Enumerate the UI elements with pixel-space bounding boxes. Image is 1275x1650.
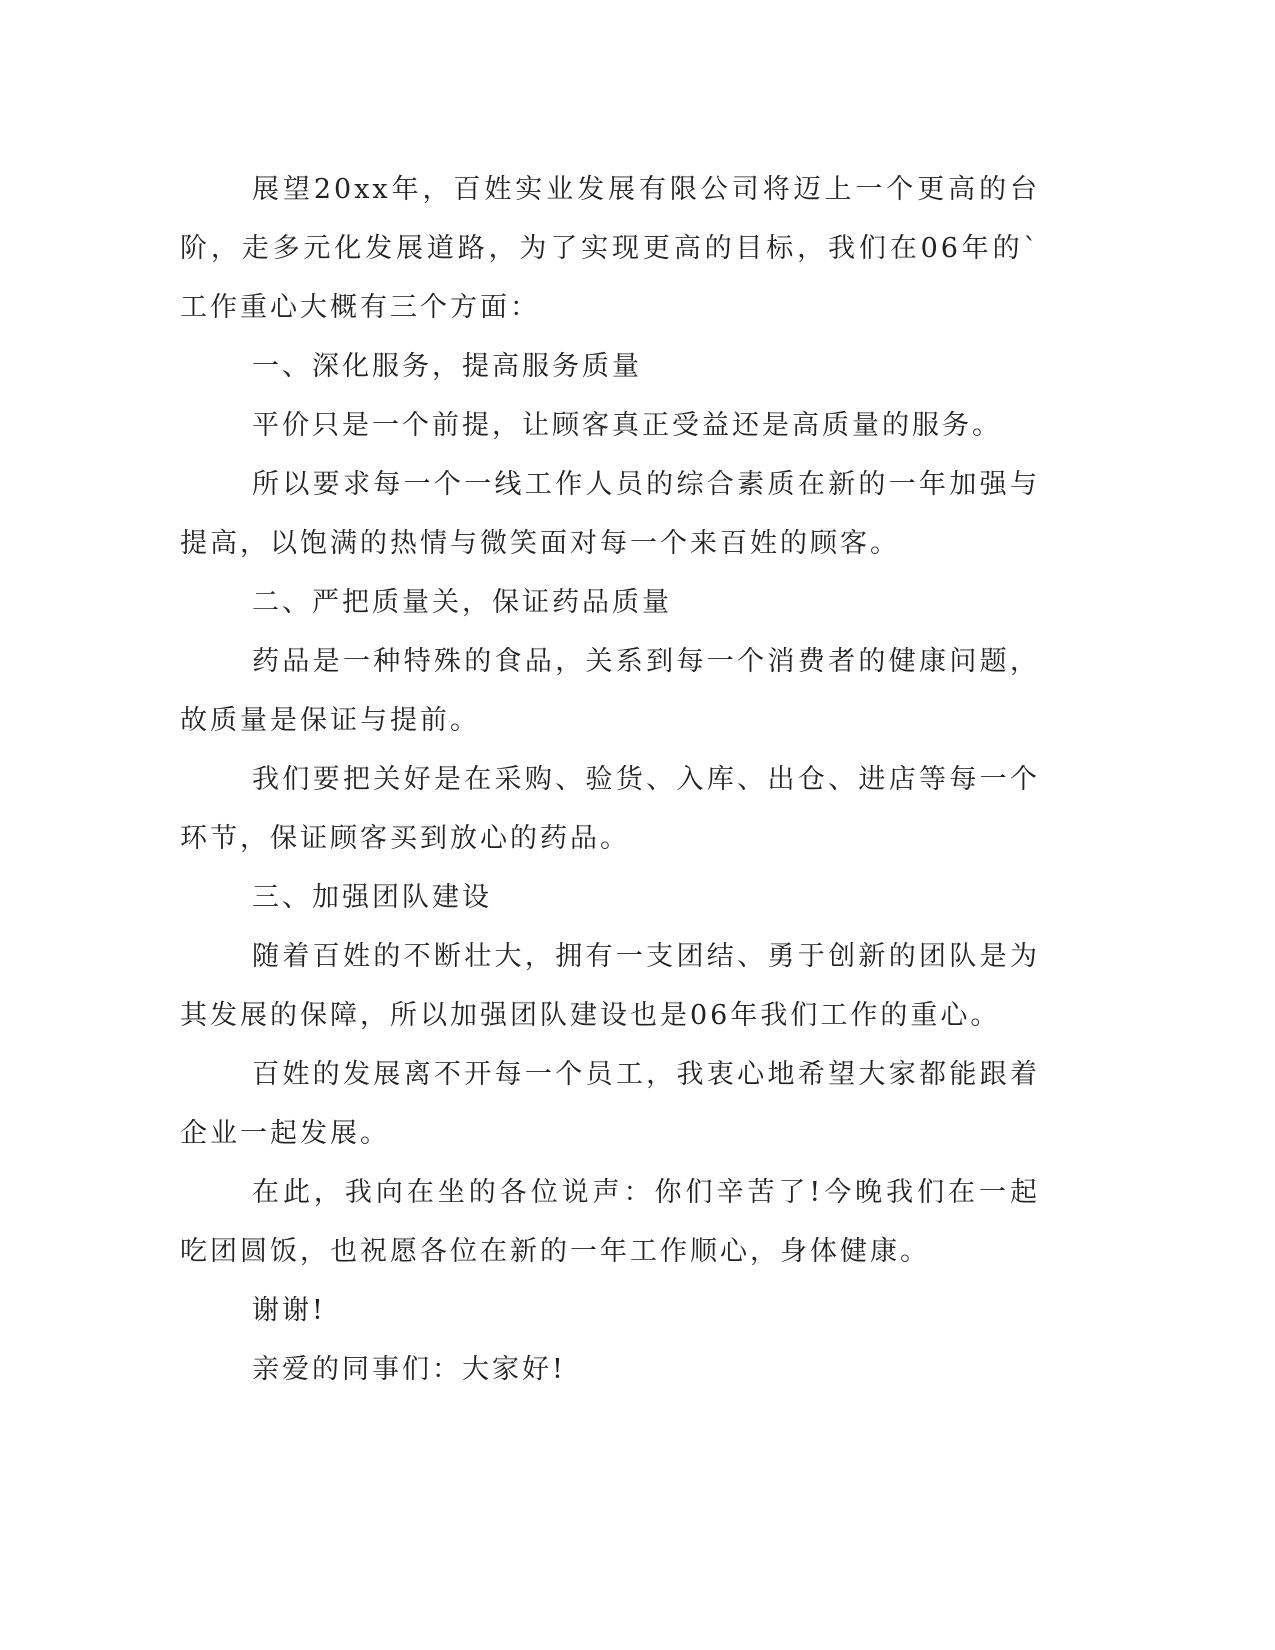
paragraph-salutation: 亲爱的同事们：大家好! xyxy=(252,1354,566,1385)
paragraph-staff-quality: 所以要求每一个一线工作人员的综合素质在新的一年加强与提高，以饱满的热情与微笑面对每一个来百姓的顾客。 xyxy=(180,469,1040,559)
paragraph-special-food: 药品是一种特殊的食品，关系到每一个消费者的健康问题，故质量是保证与提前。 xyxy=(180,646,1040,736)
paragraph-greeting-thanks: 在此，我向在坐的各位说声：你们辛苦了!今晚我们在一起吃团圆饭，也祝愿各位在新的一年工作顺心，身体健康。 xyxy=(180,1177,1040,1267)
paragraph-employee-development: 百姓的发展离不开每一个员工，我衷心地希望大家都能跟着企业一起发展。 xyxy=(180,1059,1040,1149)
document-body xyxy=(180,160,1040,1399)
heading-drug-quality: 二、严把质量关，保证药品质量 xyxy=(252,587,672,618)
paragraph-affordable-service: 平价只是一个前提，让顾客真正受益还是高质量的服务。 xyxy=(252,410,1002,441)
paragraph-outlook: 展望20xx年，百姓实业发展有限公司将迈上一个更高的台阶，走多元化发展道路，为了实现更高的目标，我们在06年的`工作重心大概有三个方面： xyxy=(180,174,1040,323)
paragraph-quality-control: 我们要把关好是在采购、验货、入库、出仓、进店等每一个环节，保证顾客买到放心的药品。 xyxy=(180,764,1040,854)
paragraph-team-growth: 随着百姓的不断壮大，拥有一支团结、勇于创新的团队是为其发展的保障，所以加强团队建设也是06年我们工作的重心。 xyxy=(180,941,1040,1031)
heading-service-quality: 一、深化服务，提高服务质量 xyxy=(252,351,642,382)
paragraph-thank-you: 谢谢! xyxy=(252,1295,326,1326)
heading-team-building: 三、加强团队建设 xyxy=(252,882,492,913)
